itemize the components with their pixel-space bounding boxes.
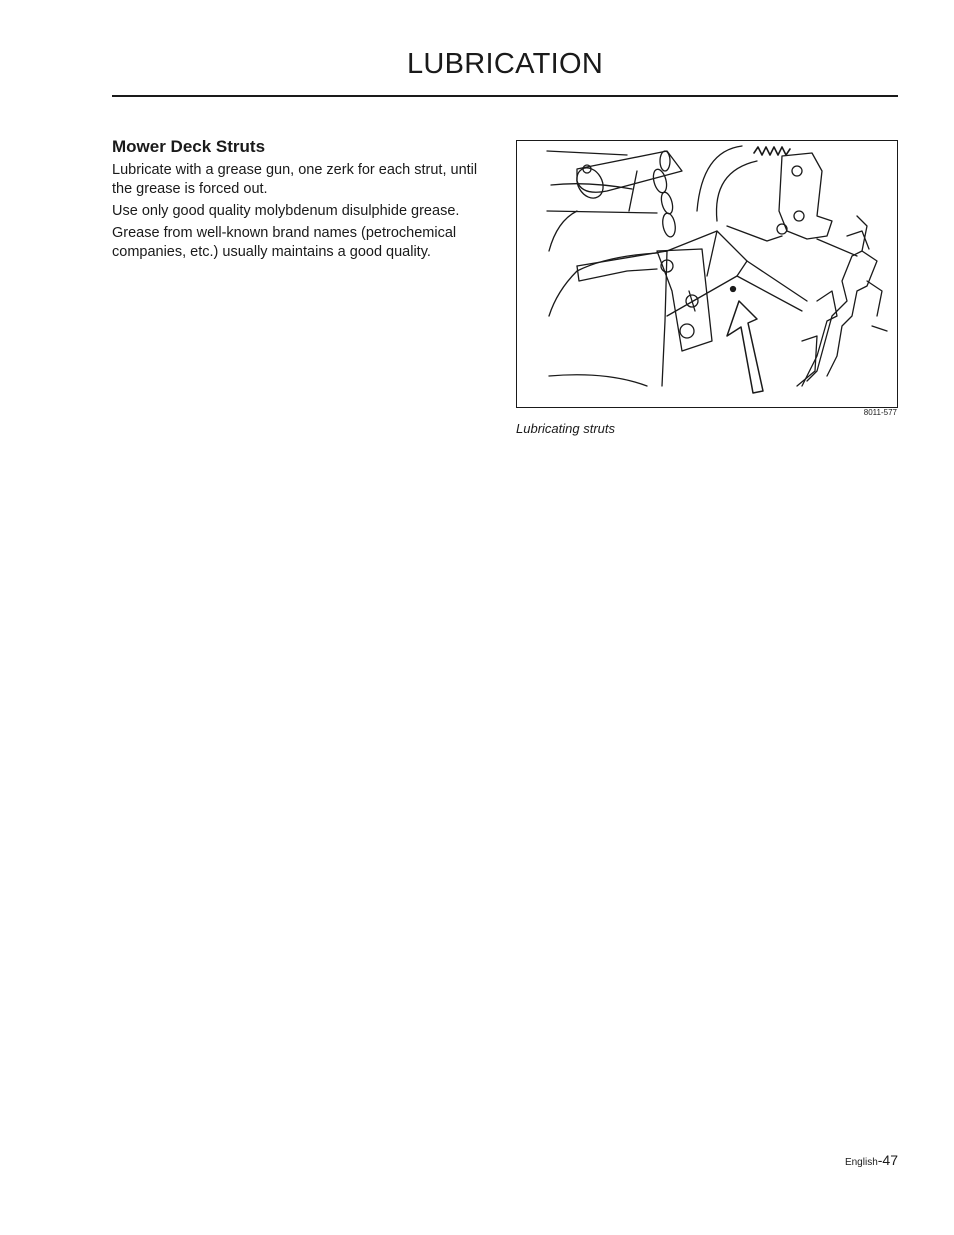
figure-code: 8011-577 bbox=[863, 408, 897, 417]
page-title: LUBRICATION bbox=[406, 48, 604, 80]
footer-language: English bbox=[844, 1157, 878, 1168]
paragraph-lubricate: Lubricate with a grease gun, one zerk for each strut, until the grease is forced out. bbox=[112, 162, 478, 197]
paragraph-grease-type: Use only good quality molybdenum disulphide grease. bbox=[112, 203, 460, 219]
title-rule bbox=[112, 95, 898, 97]
section-heading: Mower Deck Struts bbox=[112, 137, 266, 156]
figure-lubricating-struts bbox=[516, 140, 898, 408]
figure-caption: Lubricating struts bbox=[516, 421, 615, 436]
section-body bbox=[112, 161, 492, 265]
paragraph-grease-brand: Grease from well-known brand names (petrochemical companies, etc.) usually maintains a good quality. bbox=[112, 225, 457, 260]
mower-deck-strut-illustration bbox=[517, 141, 897, 407]
page-footer bbox=[798, 1152, 898, 1168]
page-number: -47 bbox=[877, 1152, 898, 1168]
